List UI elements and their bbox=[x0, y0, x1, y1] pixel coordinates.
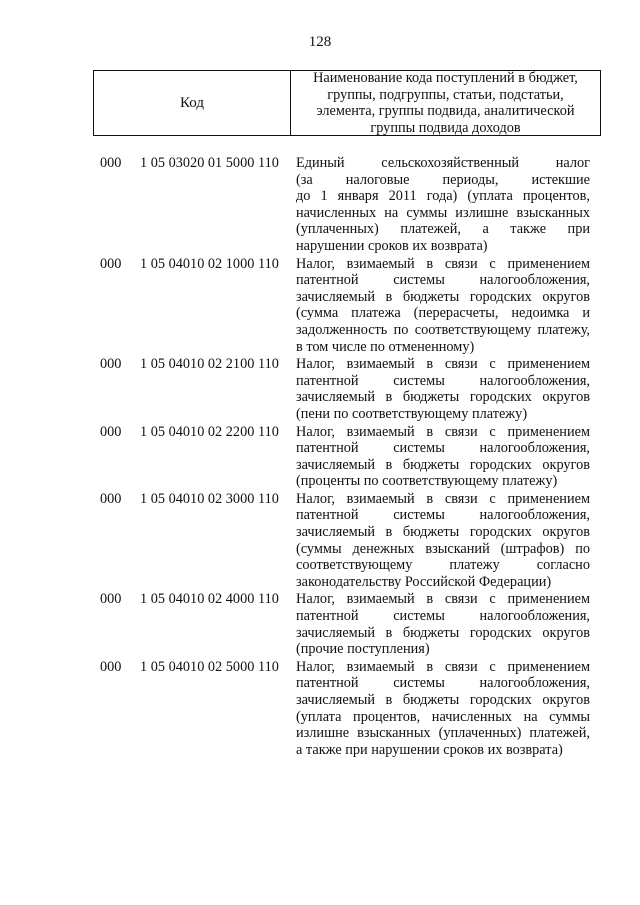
income-code: 1 05 04010 02 1000 110 bbox=[140, 255, 279, 272]
group-code: 000 bbox=[100, 591, 122, 608]
description-line: (пени по соответствующему платежу) bbox=[296, 405, 528, 422]
income-code: 1 05 04010 02 5000 110 bbox=[140, 658, 279, 675]
income-code: 1 05 04010 02 4000 110 bbox=[140, 591, 279, 608]
income-description bbox=[296, 155, 590, 255]
income-code: 1 05 04010 02 2200 110 bbox=[140, 423, 279, 440]
description-line: законодательству Российской Федерации) bbox=[296, 573, 552, 590]
description-line: в том числе по отмененному) bbox=[296, 338, 475, 355]
description-line: зачисляемый в бюджеты городских округов bbox=[296, 288, 590, 305]
income-description bbox=[296, 491, 590, 591]
table-row bbox=[100, 256, 590, 356]
description-line: патентной системы налогообложения, bbox=[296, 675, 590, 692]
description-line: (сумма платежа (перерасчеты, недоимка и bbox=[296, 305, 590, 322]
description-line: зачисляемый в бюджеты городских округов bbox=[296, 624, 590, 641]
income-description bbox=[296, 356, 590, 422]
income-code: 1 05 04010 02 2100 110 bbox=[140, 356, 279, 373]
description-line: излишне взысканных (уплаченных) платежей, bbox=[296, 725, 590, 742]
table-body bbox=[100, 155, 590, 759]
description-line: зачисляемый в бюджеты городских округов bbox=[296, 692, 590, 708]
description-line: задолженность по соответствующему платежу, bbox=[296, 321, 590, 338]
income-description bbox=[296, 424, 590, 490]
description-line: (суммы денежных взысканий (штрафов) по bbox=[296, 540, 590, 557]
description-line: зачисляемый в бюджеты городских округов bbox=[296, 456, 590, 473]
table-row bbox=[100, 591, 590, 657]
income-description bbox=[296, 591, 590, 657]
description-line: а также при нарушении сроков их возврата) bbox=[296, 741, 563, 758]
table-row bbox=[100, 659, 590, 759]
page-number: 128 bbox=[308, 34, 332, 50]
description-line: нарушении сроков их возврата) bbox=[296, 237, 488, 254]
description-line: патентной системы налогообложения, bbox=[296, 272, 590, 289]
group-code: 000 bbox=[100, 356, 122, 373]
header-code-label: Код bbox=[94, 71, 291, 135]
description-line: Единый сельскохозяйственный налог bbox=[296, 155, 590, 171]
table-row bbox=[100, 356, 590, 422]
description-line: до 1 января 2011 года) (уплата процентов, bbox=[296, 188, 590, 205]
table-header bbox=[93, 70, 601, 136]
income-code: 1 05 03020 01 5000 110 bbox=[140, 155, 279, 171]
description-line: начисленных на суммы излишне взысканных bbox=[296, 204, 590, 221]
description-line: Налог, взимаемый в связи с применением bbox=[296, 658, 590, 675]
description-line: патентной системы налогообложения, bbox=[296, 372, 590, 389]
income-code: 1 05 04010 02 3000 110 bbox=[140, 490, 279, 507]
table-row bbox=[100, 155, 590, 255]
description-line: Налог, взимаемый в связи с применением bbox=[296, 423, 590, 440]
description-line: Налог, взимаемый в связи с применением bbox=[296, 591, 590, 608]
description-line: Налог, взимаемый в связи с применением bbox=[296, 490, 590, 507]
table-row bbox=[100, 491, 590, 591]
income-description bbox=[296, 256, 590, 356]
description-line: (уплаченных) платежей, а также при bbox=[296, 221, 590, 238]
group-code: 000 bbox=[100, 490, 122, 507]
group-code: 000 bbox=[100, 255, 122, 272]
description-line: патентной системы налогообложения, bbox=[296, 608, 590, 625]
description-line: (прочие поступления) bbox=[296, 641, 430, 658]
description-line: патентной системы налогообложения, bbox=[296, 507, 590, 524]
group-code: 000 bbox=[100, 155, 122, 171]
group-code: 000 bbox=[100, 423, 122, 440]
income-description bbox=[296, 659, 590, 759]
description-line: зачисляемый в бюджеты городских округов bbox=[296, 524, 590, 541]
description-line: патентной системы налогообложения, bbox=[296, 440, 590, 457]
description-line: соответствующему платежу согласно bbox=[296, 557, 590, 574]
table-row bbox=[100, 424, 590, 490]
header-name-label: Наименование кода поступлений в бюджет, группы, подгруппы, статьи, подстатьи, элемента, группы подвида, аналитической группы подвида доходов bbox=[313, 70, 578, 136]
description-line: зачисляемый в бюджеты городских округов bbox=[296, 389, 590, 406]
group-code: 000 bbox=[100, 658, 122, 675]
description-line: (проценты по соответствующему платежу) bbox=[296, 473, 558, 490]
description-line: (уплата процентов, начисленных на суммы bbox=[296, 708, 590, 725]
description-line: (за налоговые периоды, истекшие bbox=[296, 171, 590, 188]
description-line: Налог, взимаемый в связи с применением bbox=[296, 255, 590, 272]
description-line: Налог, взимаемый в связи с применением bbox=[296, 356, 590, 373]
